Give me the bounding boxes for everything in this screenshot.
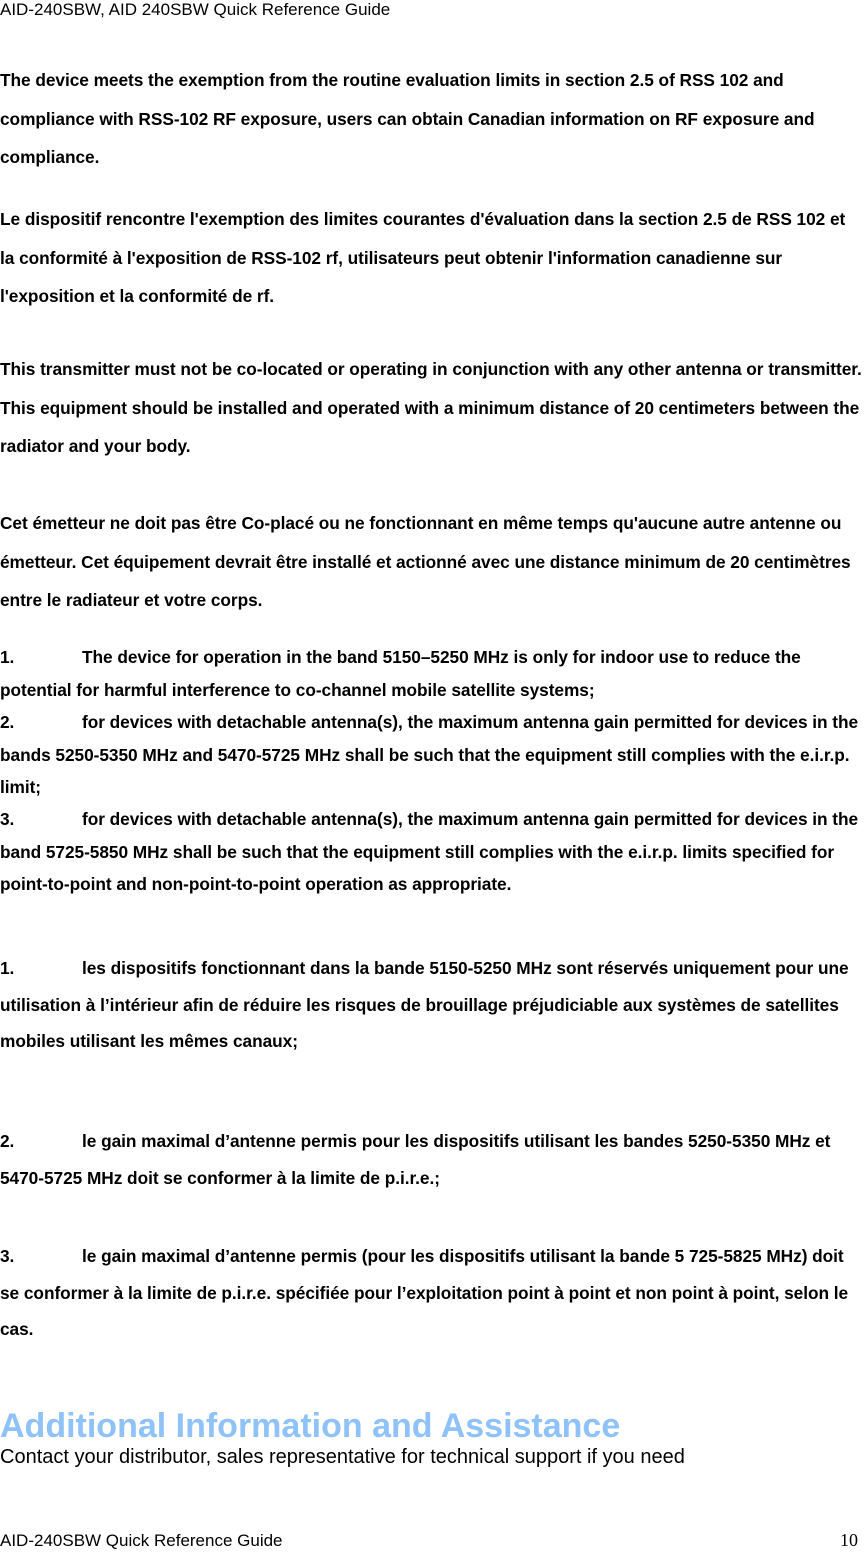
footer-title: AID-240SBW Quick Reference Guide: [0, 1531, 283, 1550]
header-title: AID-240SBW, AID 240SBW Quick Reference Guide: [0, 0, 391, 19]
list-text: The device for operation in the band 5150–5250 MHz is only for indoor use to reduce the potential for harmful interference to co-channel mobile satellite systems;: [0, 647, 801, 700]
list-text: le gain maximal d’antenne permis pour les dispositifs utilisant les bandes 5250-5350 MHz et 5470-5725 MHz doit se conformer à la limite de p.i.r.e.;: [0, 1131, 831, 1188]
list-number: 2.: [0, 1131, 15, 1151]
list-number: 1.: [0, 647, 15, 667]
list-text: le gain maximal d’antenne permis (pour les dispositifs utilisant la bande 5 725-5825 MHz) doit se conformer à la limite de p.i.r.e. spécifiée pour l’exploitation point à point et non point à point, selon le cas.: [0, 1246, 849, 1339]
list-text: for devices with detachable antenna(s), the maximum antenna gain permitted for devices in the band 5725-5850 MHz shall be such that the equipment still complies with the e.i.r.p. limits specified for point-to-point and non-point-to-point operation as appropriate.: [0, 809, 859, 894]
list-text: for devices with detachable antenna(s), the maximum antenna gain permitted for devices in the bands 5250-5350 MHz and 5470-5725 MHz shall be such that the equipment still complies with the e.i.r.p. limit;: [0, 712, 859, 797]
list-number: 1.: [0, 958, 15, 978]
rss102-exemption-fr: Le dispositif rencontre l'exemption des limites courantes d'évaluation dans la section 2.5 de RSS 102 et la conformité à l'exposition de RSS-102 rf, utilisateurs peut obtenir l'information canadienne sur l'exposition et la conformité de rf.: [0, 209, 846, 306]
page-number: 10: [840, 1530, 858, 1550]
section-heading: Additional Information and Assistance: [0, 1407, 621, 1445]
colocation-notice-en: This transmitter must not be co-located or operating in conjunction with any other antenna or transmitter. This equipment should be installed and operated with a minimum distance of 20 centimeters between the radiator and your body.: [0, 359, 862, 456]
rss102-exemption-en: The device meets the exemption from the routine evaluation limits in section 2.5 of RSS 102 and compliance with RSS-102 RF exposure, users can obtain Canadian information on RF exposure and compliance.: [0, 70, 815, 167]
list-item-fr-2: [0, 1123, 862, 1196]
list-item-en-2: [0, 706, 862, 804]
list-number: 3.: [0, 809, 15, 829]
list-number: 3.: [0, 1246, 15, 1266]
list-number: 2.: [0, 712, 15, 732]
list-text: les dispositifs fonctionnant dans la bande 5150-5250 MHz sont réservés uniquement pour une utilisation à l’intérieur afin de réduire les risques de brouillage préjudiciable aux systèmes de satellites mobiles utilisant les mêmes canaux;: [0, 958, 849, 1051]
list-item-en-1: [0, 641, 862, 706]
list-item-fr-1: [0, 950, 862, 1060]
section-body: Contact your distributor, sales representative for technical support if you need: [0, 1446, 685, 1468]
colocation-notice-fr: Cet émetteur ne doit pas être Co-placé ou ne fonctionnant en même temps qu'aucune autre antenne ou émetteur. Cet équipement devrait être installé et actionné avec une distance minimum de 20 centimètres entre le radiateur et votre corps.: [0, 513, 851, 610]
list-item-en-3: [0, 803, 862, 901]
list-item-fr-3: [0, 1238, 862, 1348]
